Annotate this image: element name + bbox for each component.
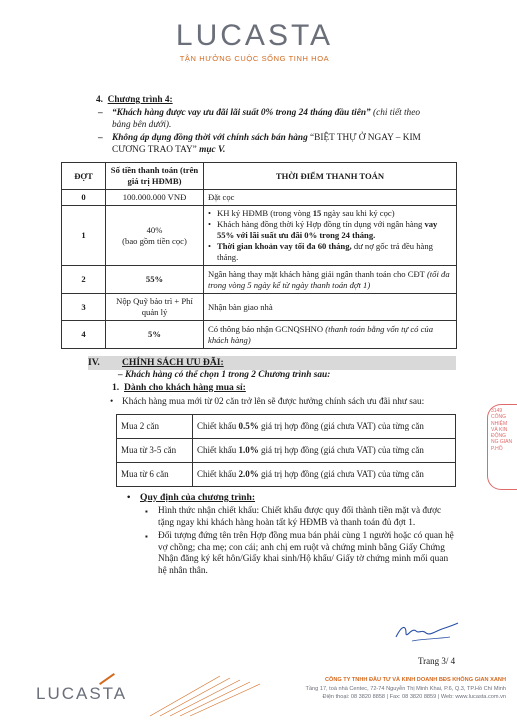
bullet-bold: Thời gian khoản vay tối đa 60 tháng, — [217, 241, 352, 251]
amount-cell: 5% — [106, 321, 204, 349]
time-cell — [204, 206, 457, 266]
amount-note: (bao gồm tiền cọc) — [122, 235, 187, 246]
payment-schedule-table — [61, 162, 457, 349]
table-row — [62, 321, 457, 349]
footer-address: Tầng 17, toà nhà Centec, 72-74 Nguyễn Thị Minh Khai, P.6, Q.3, TP.Hồ Chí Minh — [305, 685, 506, 692]
bullet-icon: • — [110, 397, 114, 407]
table-row — [117, 463, 456, 487]
time-bullet — [208, 241, 452, 263]
footer-company: CÔNG TY TNHH ĐẦU TƯ VÀ KINH DOANH BĐS KHÔNG GIAN XANH — [324, 677, 506, 683]
header-amount: Số tiền thanh toán (trên giá trị HĐMB) — [106, 163, 204, 190]
bullet-text: ngày sau khi ký cọc) — [321, 208, 395, 218]
subsection-1-heading — [112, 381, 246, 394]
program-4-offer: “Khách hàng được vay ưu đãi lãi suất 0% trong 24 tháng đầu tiên” — [112, 107, 371, 118]
discount-value — [193, 415, 456, 439]
header-time: THỜI ĐIỂM THANH TOÁN — [204, 163, 457, 190]
stamp-text: P.HỒ — [491, 445, 503, 452]
bullet-text: KH ký HĐMB (trong vòng — [217, 208, 313, 218]
discount-pre: Chiết khấu — [197, 469, 239, 479]
discount-post: giá trị hợp đồng (giá chưa VAT) của từng căn — [258, 469, 424, 479]
program-4-section — [96, 94, 466, 157]
program-4-exclusion-ref: mục V. — [196, 145, 226, 155]
program-4-number: 4. — [96, 95, 103, 105]
program-4-exclusion-quote: “BIỆT THỰ Ở NGAY – KIM — [307, 132, 421, 143]
discount-post: giá trị hợp đồng (giá chưa VAT) của từng căn — [258, 445, 424, 455]
time-text: Có thông báo nhận GCNQSHNO — [208, 323, 326, 334]
table-row — [62, 266, 457, 294]
section-iv-heading — [88, 356, 456, 370]
program-4-line-2 — [96, 132, 466, 157]
discount-table — [116, 414, 456, 487]
stage-cell: 2 — [62, 266, 106, 294]
section-iv-subtitle: – Khách hàng có thể chọn 1 trong 2 Chương trình sau: — [118, 370, 331, 380]
discount-label: Mua từ 3-5 căn — [117, 439, 193, 463]
time-bullet — [208, 219, 452, 241]
table-header-row — [62, 163, 457, 190]
program-4-line-1 — [96, 107, 466, 132]
time-bullet — [208, 208, 452, 219]
time-note: (tối đa trong vòng 5 ngày kể từ ngày thanh toán đợt 1) — [208, 268, 450, 290]
discount-pct: 2.0% — [238, 469, 259, 479]
discount-pre: Chiết khấu — [197, 421, 239, 431]
square-bullet-icon: ▪ — [145, 532, 148, 541]
stamp-text: CÔNG — [491, 414, 506, 421]
rules-title: Quy định của chương trình: — [140, 492, 256, 503]
bullet-bold: vay 55% với lãi suất ưu đãi 0% trong 24 tháng. — [217, 219, 438, 240]
page-number: Trang 3/ 4 — [418, 656, 456, 666]
discount-value — [193, 463, 456, 487]
amount-cell: 55% — [106, 266, 204, 294]
stamp-text: NHIỆM — [491, 420, 508, 427]
header-stage: ĐỢT — [62, 163, 106, 190]
section-iv-number: IV. — [88, 357, 100, 368]
rule-item — [145, 531, 458, 577]
table-row — [62, 190, 457, 206]
discount-pct: 1.0% — [238, 445, 259, 455]
rule-text: Hình thức nhận chiết khấu: Chiết khấu được quy đổi thành tiền mặt và được tặng ngay khi khách hàng hoàn tất ký HĐMB và thanh toán đủ đợt 1. — [158, 506, 442, 528]
program-4-offer-note: (chi tiết theo — [370, 107, 420, 118]
discount-pct: 0.5% — [238, 421, 259, 431]
bullet-bold: 15 — [312, 208, 322, 218]
program-4-heading — [96, 94, 466, 107]
logo-wordmark: LUCASTA — [175, 19, 334, 52]
subsection-1-title: Dành cho khách hàng mua sỉ: — [124, 382, 246, 393]
time-cell — [204, 266, 457, 294]
bullet-text: Khách hàng mua mới từ 02 căn trở lên sẽ được hưởng chính sách ưu đãi như sau: — [122, 397, 425, 407]
time-text: Ngân hàng thay mặt khách hàng giải ngân thanh toán cho CĐT — [208, 268, 427, 279]
stamp-text: 3149 — [491, 408, 503, 414]
company-stamp — [487, 404, 517, 490]
time-cell: Đặt cọc — [204, 190, 457, 206]
discount-post: giá trị hợp đồng (giá chưa VAT) của từng căn — [258, 421, 424, 431]
stage-cell: 1 — [62, 206, 106, 266]
bulk-purchase-bullet — [110, 396, 425, 408]
subsection-1-number: 1. — [112, 382, 120, 393]
table-row — [117, 439, 456, 463]
time-note: (thanh toán bằng vốn tự có của khách hàng) — [208, 323, 434, 345]
square-bullet-icon: ▪ — [145, 507, 148, 516]
program-4-offer-note-cont: bảng bên dưới). — [112, 120, 172, 130]
signature-icon — [392, 617, 460, 647]
dash-marker: – — [98, 107, 103, 118]
table-row — [62, 294, 457, 321]
program-4-exclusion: Không áp dụng đồng thời với chính sách bán hàng — [112, 132, 308, 143]
footer-info — [250, 676, 506, 702]
stage-cell: 0 — [62, 190, 106, 206]
footer-logo: LUCASTA — [36, 684, 128, 703]
header-logo — [0, 20, 509, 63]
bullet-text: dư nợ gốc trả đều hàng tháng. — [217, 241, 433, 262]
discount-label: Mua 2 căn — [117, 415, 193, 439]
stamp-text: ĐỘNG — [491, 433, 506, 440]
table-row — [62, 206, 457, 266]
amount-cell: 100.000.000 VNĐ — [106, 190, 204, 206]
bullet-text: Khách hàng đồng thời ký Hợp đồng tín dụng với ngân hàng — [217, 219, 425, 229]
rule-text: Đối tượng đứng tên trên Hợp đồng mua bán phải cùng 1 người hoặc có quan hệ vợ chồng; cha mẹ; con cái; anh chị em ruột và chứng minh bằng Giấy Chứng Nhận đăng ký kết hôn/Giấy khai sinh/Hộ khẩu/ Giấy tờ chứng minh mối quan hệ nhân thân. — [158, 531, 454, 576]
time-cell — [204, 321, 457, 349]
section-iv-title: CHÍNH SÁCH ƯU ĐÃI: — [122, 357, 224, 368]
stage-cell: 3 — [62, 294, 106, 321]
amount-value: 40% — [146, 224, 163, 235]
stage-cell: 4 — [62, 321, 106, 349]
rules-heading — [127, 492, 256, 504]
time-cell: Nhận bàn giao nhà — [204, 294, 457, 321]
discount-label: Mua từ 6 căn — [117, 463, 193, 487]
discount-pre: Chiết khấu — [197, 445, 239, 455]
stamp-text: VÀ KIN — [491, 426, 508, 433]
amount-cell: Nộp Quỹ bảo trì + Phí quản lý — [106, 294, 204, 321]
amount-cell — [106, 206, 204, 266]
program-4-exclusion-quote-cont: CƯƠNG TRAO TAY” — [112, 145, 197, 155]
table-row — [117, 415, 456, 439]
dash-marker: – — [98, 132, 103, 143]
logo-tagline: TẬN HƯỞNG CUỘC SỐNG TINH HOA — [179, 54, 330, 63]
rule-item — [145, 506, 458, 529]
bullet-icon: • — [127, 492, 131, 503]
footer-contact: Điện thoại: 08 3820 8858 | Fax: 08 3820 8859 | Web: www.lucasta.com.vn — [322, 694, 506, 701]
stamp-text: NG GIAN — [491, 439, 513, 446]
discount-value — [193, 439, 456, 463]
program-4-title: Chương trình 4: — [107, 95, 173, 105]
